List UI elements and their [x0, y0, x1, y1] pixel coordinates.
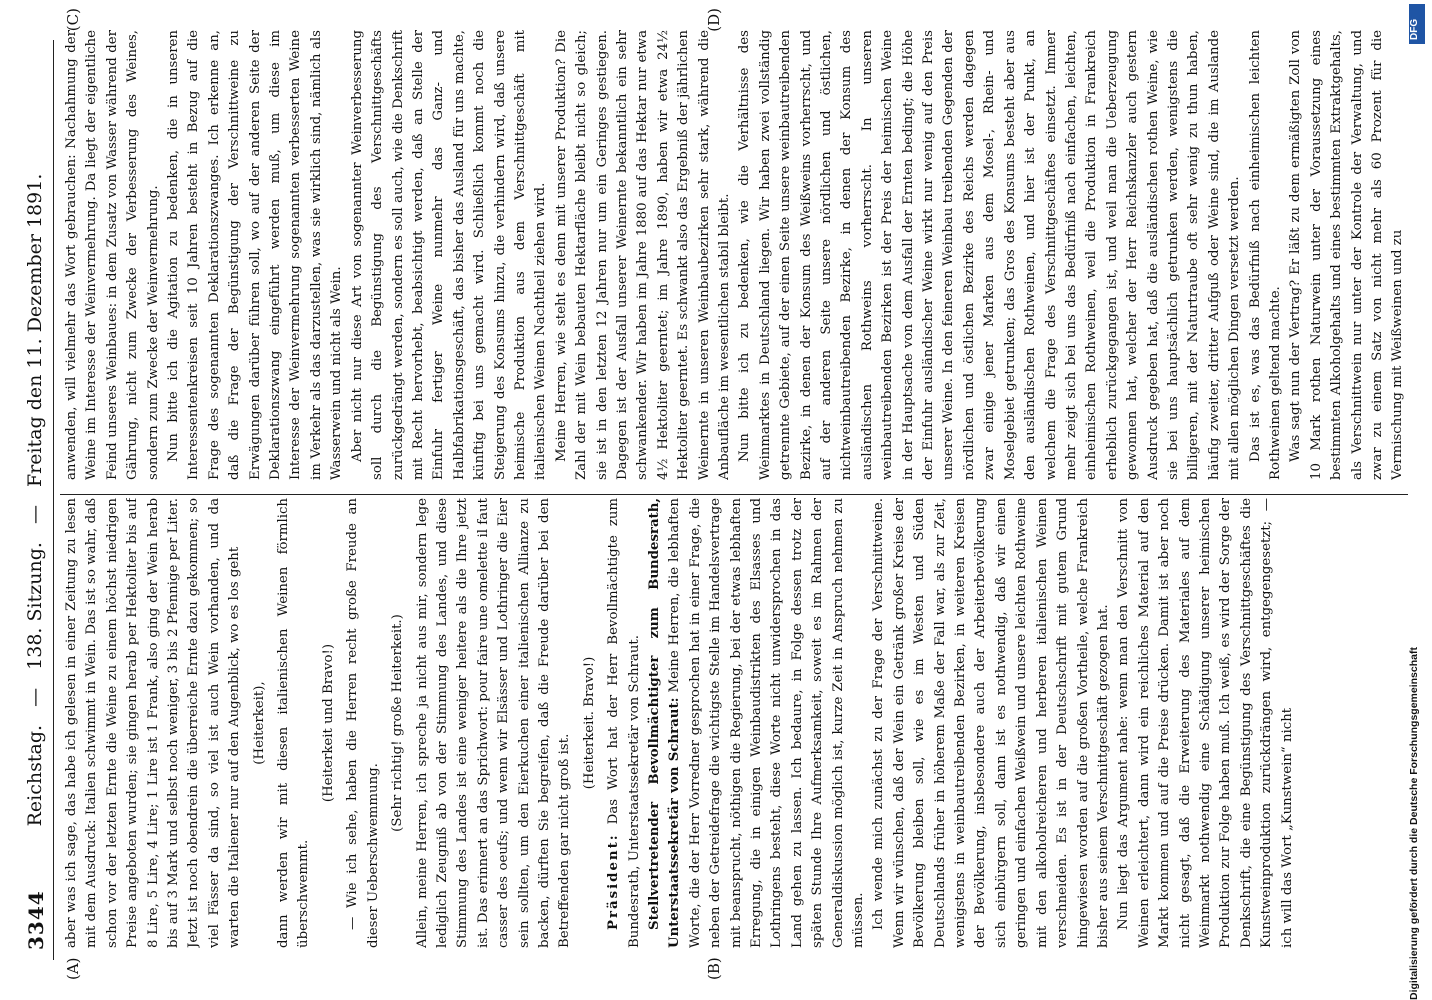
margin-marker-b: (B) — [705, 957, 723, 980]
speaker-label: Stellvertretender Bevollmächtigter zum Bundesrath, Unterstaatssekretär von Schraut: — [646, 498, 683, 948]
reaction: (Heiterkeit), — [251, 681, 267, 765]
paragraph: Ich wende mich zunächst zu der Frage der Verschnittweine. Wenn wir wünschen, daß der Wein ein Getränk großer Kreise der Bevölkerung bleiben soll, wie es im Westen und Süden Deutschlands früher in höherem Maße der Fall war, als zur Zeit, wenigstens in weinbautreibenden Bezirken, in weiteren Kreisen der Bevölkerung, insbesondere auch der Arbeiterbevölkerung sich einbürgern soll, dann ist es nothwendig, daß wir einen geringen und einfachen Weißwein und unsere leichten Rothweine mit den alkoholreicheren und herberen italienischen Weinen verschneiden. Es ist in der Deutschschrift mit gutem Grund hingewiesen worden auf die großen Vortheile, welche Frankreich bisher aus seinem Verschnittgeschäft gezogen hat. — [871, 498, 1111, 948]
paragraph: Meine Herren, wie steht es denn mit unserer Produktion? Die Zahl der mit Wein bebauten Hektarfläche bleibt nicht so gleich; sie ist in den letzten 12 Jahren nur um ein Geringes gestiegen. Dagegen ist der Ausfall unserer Weinernte bekanntlich ein sehr schwankender. Wir haben im Jahre 1880 auf das Hektar nur etwa 4½ Hektoliter geerntet; im Jahre 1890, haben wir etwa 24½ Hektoliter geerntet. Es schwankt also das Ergebniß der jährlichen Weinernte in unseren Weinbaubezirken sehr stark, während die Anbaufläche im wesentlichen stabil bleibt. — [553, 30, 732, 480]
right-column — [62, 30, 1408, 480]
page-number: 3344 — [24, 890, 48, 950]
header-rule — [53, 40, 54, 960]
page-header — [14, 40, 54, 960]
digitization-credit: Digitalisierung gefördert durch die Deutsche Forschungsgemeinschaft — [1408, 647, 1420, 1000]
reaction: (Heiterkeit. Bravo!) — [581, 656, 597, 790]
header-left: Reichstag. — [24, 724, 46, 827]
running-head — [24, 40, 46, 960]
speaker-label: Präsident: — [606, 833, 622, 930]
paragraph: Das ist es, was das Bedürfniß nach einheimischen leichten Rothweinen geltend machte. — [1247, 30, 1283, 480]
paragraph: Nun bitte ich die Agitation zu bedenken, die in unseren Interessentenkreisen seit 10 Jahren besteht in Bezug auf die Frage des sogenannten Deklarationszwanges. Ich erkenne an, daß die Frage der Begünstigung der Verschnittweine zu Erwägungen darüber führen soll, wo auf der anderen Seite der Deklarationszwang eingeführt werden muß, um diese im Interesse der Weinvermehrung sogenannten verbesserten Weine im Verkehr als das darzustellen, was sie wirklich sind, nämlich als Wasserwein und nicht als Wein. — [166, 30, 345, 480]
speaker-paragraph — [645, 498, 869, 948]
president-paragraph — [604, 498, 645, 948]
paragraph: Allein, meine Herren, ich spreche ja nicht aus mir, sondern lege lediglich Zeugniß ab von der Stimmung des Landes, und diese Stimmung des Landes ist eine weniger heitere als die Ihre jetzt ist. Das erinnert an das Sprichwort: pour faire une omelette il faut casser des oeufs; und wenn wir Elsässer und Lothringer die Eier sein sollten, um den Eierkuchen einer italienischen Allianze zu backen, dürften Sie begreifen, daß die Freude darüber bei den Betreffenden gar nicht groß ist. — [414, 498, 573, 948]
reaction: (Heiterkeit und Bravo!) — [320, 643, 336, 803]
paragraph: dann werden wir mit diesen italienischen Weinen förmlich überschwemmt. — [276, 498, 312, 948]
header-dash-2: — — [24, 505, 46, 525]
speaker-text: Meine Herren, die lebhaften Worte, die der Herr Vorredner gesprochen hat in einer Frage, die neben der Getreidefrage die wichtigste Stelle im Handelsvertrage mit beansprucht, nöthigen die Regierung, bei der etwas lebhaften Erregung, die in einigen Weinbaudistrikten des Elsasses und Lothringens besteht, diese Worte nicht unwidersprochen in das Land gehen zu lassen. Ich bedaure, in Folge dessen trotz der späten Stunde Ihre Aufmerksamkeit, soweit es im Rahmen der Generaldiskussion möglich ist, kurze Zeit in Anspruch nehmen zu müssen. — [667, 498, 867, 948]
column-divider — [60, 494, 1408, 495]
digitization-note — [1408, 0, 1426, 1000]
paragraph: — Wie ich sehe, haben die Herren recht große Freude an dieser Ueberschwemmung. — [345, 498, 381, 948]
dfg-logo-text: DFG — [1409, 18, 1420, 40]
paragraph: Aber nicht nur diese Art von sogenannter Weinverbesserung soll durch die Begünstigung des Verschnittgeschäfts zurückgedrängt werden, sondern es soll auch, wie die Denkschrift mit Recht hervorhebt, beabsichtigt werden, daß an Stelle der Einfuhr fertiger Weine nunmehr das Ganz- und Halbfabrikationsgeschäft, das bisher das Ausland für uns machte, künftig bei uns gemacht wird. Schließlich kommt noch die Steigerung des Konsums hinzu, die verhindern wird, daß unsere heimische Produktion aus dem Verschnittgeschäft mit italienischen Weinen Nachtheil ziehen wird. — [349, 30, 549, 480]
dfg-logo — [1409, 4, 1425, 44]
header-date: Freitag den 11. Dezember 1891. — [24, 173, 46, 487]
paragraph: Was sagt nun der Vertrag? Er läßt zu dem ermäßigten Zoll von 10 Mark rothen Naturwein unter der Voraussetzung eines bestimmten Alkoholgehalts und eines bestimmten Extraktgehalts, als Verschnittwein nur unter der Kontrole der Verwaltung, und zwar zu einem Satz von nicht mehr als 60 Prozent für die Vermischung mit Weißweinen und zu — [1288, 30, 1406, 480]
speaker-text: Das Wort hat der Herr Bevollmächtigte zum Bundesrath, Unterstaatssekretär von Schraut. — [606, 498, 642, 948]
margin-marker-a: (A) — [64, 957, 82, 980]
margin-marker-c: (C) — [64, 8, 82, 32]
left-column — [62, 498, 1408, 948]
margin-marker-d: (D) — [705, 8, 723, 32]
header-session: 138. Sitzung. — [24, 542, 46, 670]
paragraph: Nun liegt das Argument nahe: wenn man den Verschnitt von Weinen erleichtert, dann wird ein reichliches Material auf den Markt kommen und auf die Preise drücken. Damit ist aber noch nicht gesagt, daß die Erweiterung des Materiales auf dem Weinmarkt nothwendig eine Schädigung unserer heimischen Produktion zur Folge haben muß. Ich weiß, es wird der Sorge der Denkschrift, die eine Begünstigung des Verschnittgeschäftes die Kunstweinproduktion zurückdrängen wird, entgegengesetzt; — ich will das Wort „Kunstwein“ nicht — [1116, 498, 1295, 948]
paragraph: Nun bitte ich zu bedenken, wie die Verhältnisse des Weinmarktes in Deutschland liegen. Wir haben zwei vollständig getrennte Gebiete, auf der einen Seite unsere weinbautreibenden Bezirke, in denen der Konsum des Weißweins vorherrscht, und auf der anderen Seite unsere nördlichen und östlichen, nichtweinbautreibenden Bezirke, in denen der Konsum des ausländischen Rothweins vorherrscht. In unseren weinbautreibenden Bezirken ist der Preis der heimischen Weine in der Hauptsache von dem Ausfall der Ernten bedingt; die Höhe der Einfuhr ausländischer Weine wirkt nur wenig auf den Preis unserer Weine. In den feineren Weinbau treibenden Gegenden der nördlichen und östlichen Bezirke des Reichs werden dagegen zwar einige jener Marken aus dem Mosel-, Rhein- und Moselgebiet getrunken; das Gros des Konsums besteht aber aus den ausländischen Rothweinen, und hier ist der Punkt, an welchem die Frage des Verschnittgeschäftes einsetzt. Immer mehr zeigt sich bei uns das Bedürfniß nach einfachen, leichten, einheimischen Rothweinen, weil die Produktion in Frankreich erheblich zurückgegangen ist, und weil man die Ueberzeugung gewonnen hat, welcher der Herr Reichskanzler auch gestern Ausdruck gegeben hat, daß die ausländischen rothen Weine, wie sie bei uns hauptsächlich getrunken werden, wenigstens die billigeren, mit der Naturtraube oft sehr wenig zu thun haben, häufig zweiter, dritter Aufguß oder Weine sind, die im Auslande mit allen möglichen Dingen versetzt werden. — [737, 30, 1243, 480]
paragraph: anwenden, will vielmehr das Wort gebrauchen: Nachahmung der Weine im Interesse der Weinvermehrung. Da liegt der eigentliche Feind unseres Weinbaues: in dem Zusatz von Wasser während der Gährung, nicht zum Zwecke der Verbesserung des Weines, sondern zum Zwecke der Weinvermehrung. — [64, 30, 161, 480]
reaction: (Sehr richtig! große Heiterkeit.) — [390, 614, 406, 832]
paragraph: aber was ich sage, das habe ich gelesen in einer Zeitung zu lesen mit dem Ausdruck: Italien schwimmt in Wein. Das ist so wahr, daß schon vor der letzten Ernte die Weine zu einem höchst niedrigen Preise angeboten wurden; sie gingen herab per Hektoliter bis auf 8 Lire, 5 Lire, 4 Lire; 1 Lire ist 1 Frank, also ging der Wein herab bis auf 3 Mark und selbst noch weniger, 3 bis 2 Pfennige per Liter. Jetzt ist noch obendrein die überreiche Ernte dazu gekommen; so viel Fässer da sind, so viel ist auch Wein vorhanden, und da warten die Italiener nur auf den Augenblick, wo es los geht — [64, 498, 243, 948]
header-dash: — — [24, 687, 46, 707]
